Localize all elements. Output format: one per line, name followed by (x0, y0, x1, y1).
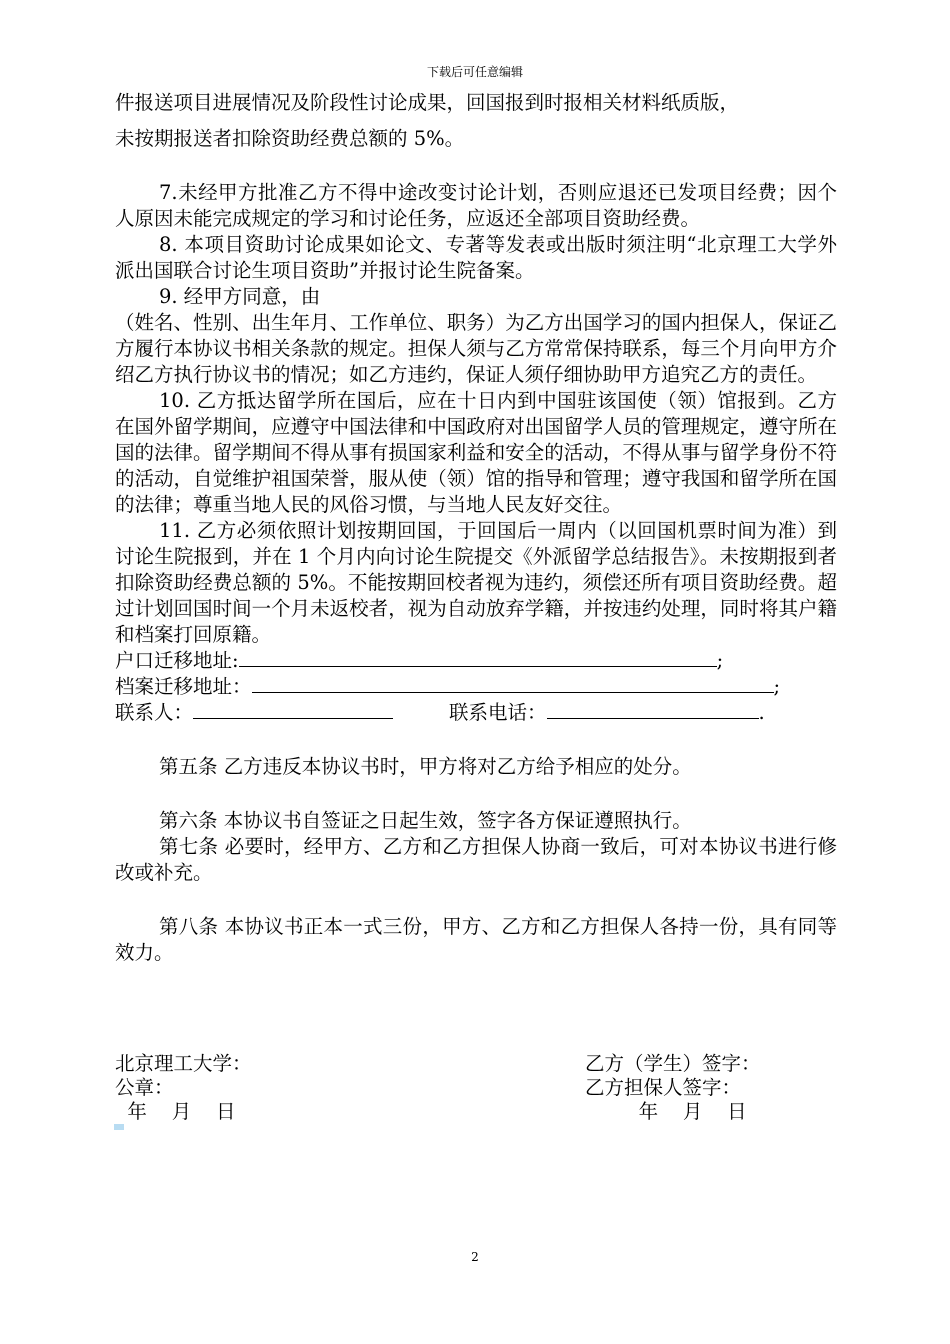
article-6: 第六条 本协议书自签证之日起生效，签字各方保证遵照执行。 (159, 809, 692, 832)
dangan-address-blank[interactable] (252, 674, 774, 693)
paragraph-continuation-line1: 件报送项目进展情况及阶段性讨论成果，回国报到时报相关材料纸质版， (115, 91, 740, 114)
article-8: 第八条 本协议书正本一式三份，甲方、乙方和乙方担保人各持一份，具有同等效力。 (115, 915, 837, 964)
dangan-address-row (115, 674, 837, 700)
student-signature-label: 乙方（学生）签字： (585, 1052, 761, 1075)
clause-7: 7.未经甲方批准乙方不得中途改变讨论计划，否则应退还已发项目经费；因个人原因未能完成规定的学习和讨论任务，应返还全部项目资助经费。 (115, 181, 837, 230)
hukou-address-row (115, 648, 837, 674)
contact-person-label: 联系人： (115, 701, 194, 724)
party-a-name: 北京理工大学： (115, 1052, 252, 1075)
guarantor-signature-label: 乙方担保人签字： (585, 1076, 742, 1099)
article-5: 第五条 乙方违反本协议书时，甲方将对乙方给予相应的处分。 (159, 755, 692, 778)
contact-phone-end: . (758, 701, 765, 724)
contact-phone-label: 联系电话： (449, 701, 547, 724)
document-body (115, 90, 837, 966)
contact-person-blank[interactable] (193, 700, 393, 719)
dangan-address-end: ; (773, 675, 781, 698)
contact-phone-blank[interactable] (547, 700, 759, 719)
page-number: 2 (471, 1250, 479, 1264)
contact-row (115, 700, 837, 726)
article-7: 第七条 必要时，经甲方、乙方和乙方担保人协商一致后，可对本协议书进行修改或补充。 (115, 835, 837, 884)
page-header: 下载后可任意编辑 (426, 65, 523, 79)
party-b-date: 年 月 日 (620, 1100, 747, 1123)
signature-block (115, 1052, 837, 1124)
official-seal-label: 公章： (115, 1076, 174, 1099)
clause-8: 8. 本项目资助讨论成果如论文、专著等发表或出版时须注明“北京理工大学外派出国联合讨论生项目资助”并报讨论生院备案。 (115, 233, 837, 282)
hukou-address-blank[interactable] (239, 648, 717, 667)
clause-9-intro: 9. 经甲方同意，由 (159, 285, 321, 308)
hukou-address-end: ; (716, 649, 724, 672)
clause-9-body: （姓名、性别、出生年月、工作单位、职务）为乙方出国学习的国内担保人，保证乙方履行本协议书相关条款的规定。担保人须与乙方常常保持联系，每三个月向甲方介绍乙方执行协议书的情况；如乙方违约，保证人须仔细协助甲方追究乙方的责任。 (115, 311, 837, 386)
hukou-address-label: 户口迁移地址: (115, 649, 239, 672)
clause-11: 11. 乙方必须依照计划按期回国，于回国后一周内（以回国机票时间为准）到讨论生院报到，并在 1 个月内向讨论生院提交《外派留学总结报告》。未按期报到者扣除资助经费总额的 5%。不能按期回校者视为违约，须偿还所有项目资助经费。超过计划回国时间一个月未返校者，视为自动放弃学籍，并按违约处理，同时将其户籍和档案打回原籍。 (115, 519, 837, 646)
party-a-date: 年 月 日 (115, 1100, 236, 1123)
selection-marker (114, 1124, 124, 1130)
dangan-address-label: 档案迁移地址： (115, 675, 252, 698)
paragraph-continuation-line2: 未按期报送者扣除资助经费总额的 5%。 (115, 127, 465, 150)
clause-10: 10. 乙方抵达留学所在国后，应在十日内到中国驻该国使（领）馆报到。乙方在国外留学期间，应遵守中国法律和中国政府对出国留学人员的管理规定，遵守所在国的法律。留学期间不得从事有损国家利益和安全的活动，不得从事与留学身份不符的活动，自觉维护祖国荣誉，服从使（领）馆的指导和管理；遵守我国和留学所在国的法律；尊重当地人民的风俗习惯，与当地人民友好交往。 (115, 389, 837, 516)
